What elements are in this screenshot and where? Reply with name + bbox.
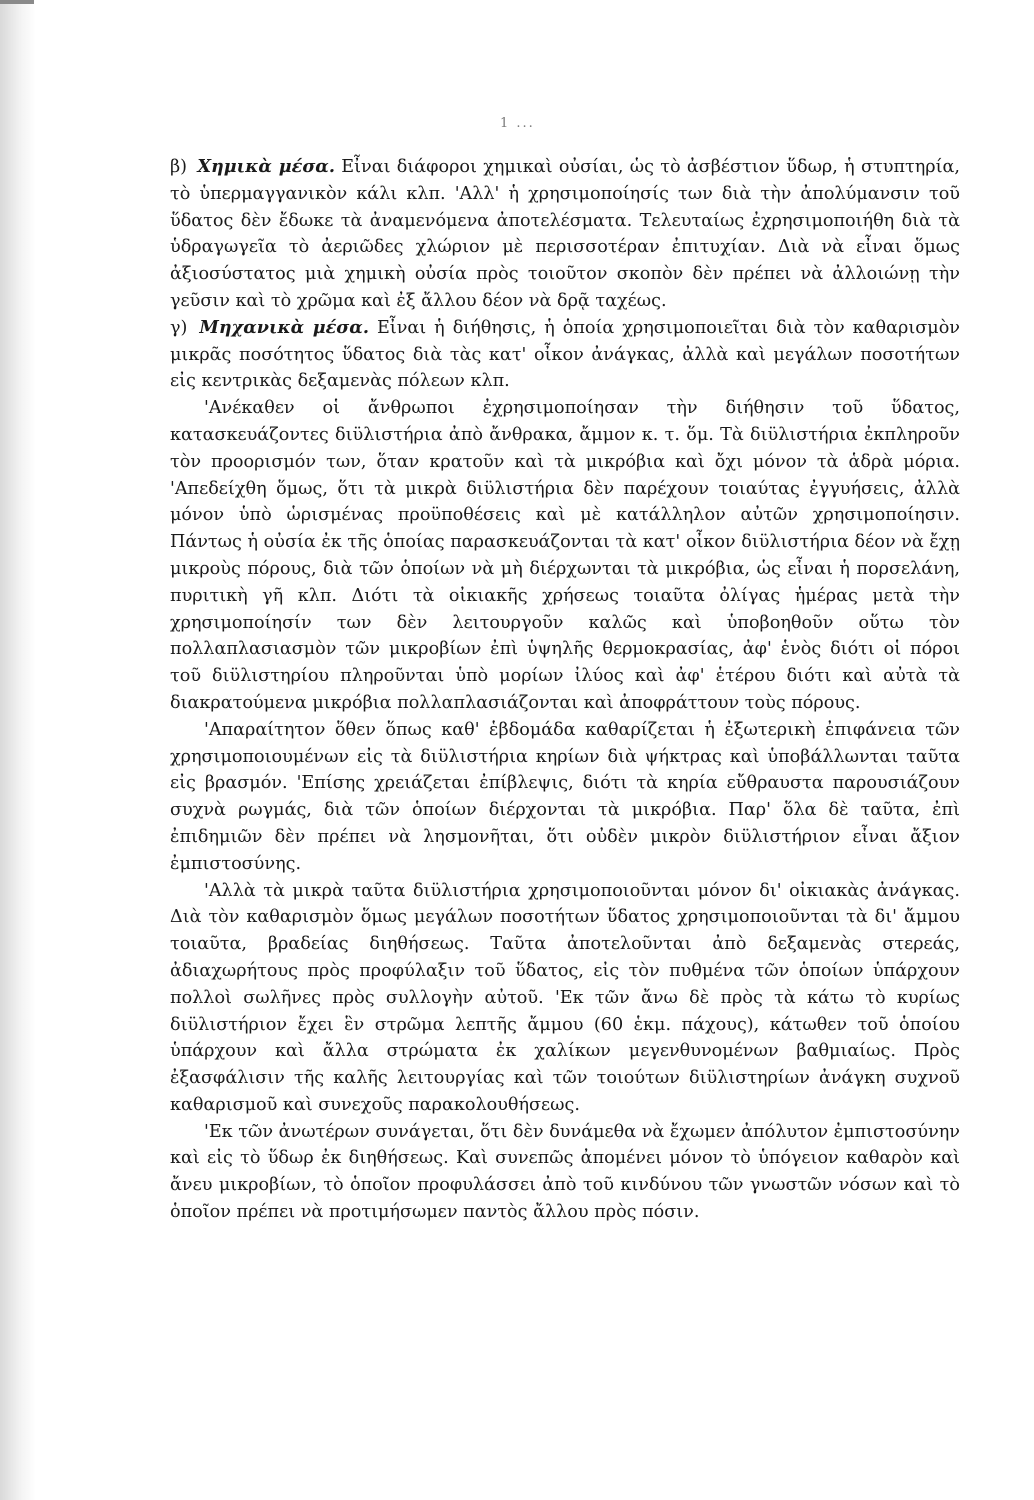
section-heading-chemical-means: Χημικὰ μέσα.	[197, 156, 335, 177]
paragraph-label: γ)	[170, 317, 188, 338]
paragraph-label: β)	[170, 157, 188, 177]
scan-corner-mark	[0, 0, 34, 4]
section-heading-mechanical-means: Μηχανικὰ μέσα.	[199, 316, 369, 338]
paragraph-text: Εἶναι διάφοροι χημικαὶ οὐσίαι, ὡς τὸ ἀσβέστιον ὕδωρ, ἡ στυπτηρία, τὸ ὑπερμαγγανικὸν κάλι κλπ. 'Αλλ' ἡ χρησιμοποίησίς των διὰ τὴν ἀπολύμανσιν τοῦ ὕδατος δὲν ἔδωκε τὰ ἀναμενόμενα ἀποτελέσματα. Τελευταίως ἐχρησιμοποιήθη διὰ τὰ ὑδραγωγεῖα τὸ ἀεριῶδες χλώριον μὲ περισσοτέραν ἐπιτυχίαν. Διὰ νὰ εἶναι ὅμως ἀξιοσύστατος μιὰ χημικὴ οὐσία πρὸς τοιοῦτον σκοπὸν δὲν πρέπει νὰ ἀλλοιώνῃ τὴν γεῦσιν καὶ τὸ χρῶμα καὶ ἐξ ἄλλου δέον νὰ δρᾷ ταχέως.	[170, 157, 960, 311]
paragraph-text: 'Ανέκαθεν οἱ ἄνθρωποι ἐχρησιμοποίησαν τὴν διήθησιν τοῦ ὕδατος, κατασκευάζοντες διϋλιστήρια ἀπὸ ἄνθρακα, ἄμμον κ. τ. ὅμ. Τὰ διϋλιστήρια ἐκπληροῦν τὸν προορισμόν των, ὅταν κρατοῦν καὶ τὰ μικρόβια καὶ ὄχι μόνον τὰ ἁδρὰ μόρια. 'Απεδείχθη ὅμως, ὅτι τὰ μικρὰ διϋλιστήρια δὲν παρέχουν τοιαύτας ἐγγυήσεις, ἀλλὰ μόνον ὑπὸ ὡρισμένας προϋποθέσεις καὶ μὲ κατάλληλον αὐτῶν χρησιμοποίησιν. Πάντως ἡ οὐσία ἐκ τῆς ὁποίας παρασκευάζονται τὰ κατ' οἶκον διϋλιστήρια δέον νὰ ἔχῃ μικροὺς πόρους, διὰ τῶν ὁποίων νὰ μὴ διέρχωνται τὰ μικρόβια, ὡς εἶναι ἡ πορσελάνη, πυριτικὴ γῆ κλπ. Διότι τὰ οἰκιακῆς χρήσεως τοιαῦτα ὀλίγας ἡμέρας μετὰ τὴν χρησιμοποίησίν των δὲν λειτουργοῦν καλῶς καὶ ὑποβοηθοῦν οὕτω τὸν πολλαπλασιασμὸν τῶν μικροβίων ἐπὶ ὑψηλῆς θερμοκρασίας, ἀφ' ἑνὸς διότι οἱ πόροι τοῦ διϋλιστηρίου πληροῦνται ὑπὸ μορίων ἰλύος καὶ ἀφ' ἑτέρου διότι καὶ αὐτὰ τὰ διακρατούμενα μικρόβια πολλαπλασιάζονται καὶ ἀποφράττουν τοὺς πόρους.	[170, 398, 960, 713]
scan-edge	[0, 0, 36, 1500]
paragraph-text: 'Εκ τῶν ἀνωτέρων συνάγεται, ὅτι δὲν δυνάμεθα νὰ ἔχωμεν ἀπόλυτον ἐμπιστοσύνην καὶ εἰς τὸ ὕδωρ ἐκ διηθήσεως. Καὶ συνεπῶς ἀπομένει μόνον τὸ ὑπόγειον καθαρὸν καὶ ἄνευ μικροβίων, τὸ ὁποῖον προφυλάσσει ἀπὸ τοῦ κινδύνου τῶν γνωστῶν νόσων καὶ τὸ ὁποῖον πρέπει νὰ προτιμήσωμεν παντὸς ἄλλου πρὸς πόσιν.	[170, 1121, 960, 1223]
paragraph-conclusion	[170, 1119, 960, 1226]
paragraph-mechanical-means	[170, 315, 960, 395]
paragraph-chemical-means	[170, 154, 960, 315]
paragraph-cleaning	[170, 717, 960, 878]
paragraph-sand-filters	[170, 878, 960, 1119]
paragraph-text: 'Αλλὰ τὰ μικρὰ ταῦτα διϋλιστήρια χρησιμοποιοῦνται μόνον δι' οἰκιακὰς ἀνάγκας. Διὰ τὸν καθαρισμὸν ὅμως μεγάλων ποσοτήτων ὕδατος χρησιμοποιοῦνται τὰ δι' ἄμμου τοιαῦτα, βραδείας διηθήσεως. Ταῦτα ἀποτελοῦνται ἀπὸ δεξαμενὰς στερεάς, ἀδιαχωρήτους πρὸς προφύλαξιν τοῦ ὕδατος, εἰς τὸν πυθμένα τῶν ὁποίων ὑπάρχουν πολλοὶ σωλῆνες πρὸς συλλογὴν αὐτοῦ. 'Εκ τῶν ἄνω δὲ πρὸς τὰ κάτω τὸ κυρίως διϋλιστήριον ἔχει ἓν στρῶμα λεπτῆς ἄμμου (60 ἑκμ. πάχους), κάτωθεν τοῦ ὁποίου ὑπάρχουν καὶ ἄλλα στρώματα ἐκ χαλίκων μεγενθυνομένων βαθμιαίως. Πρὸς ἐξασφάλισιν τῆς καλῆς λειτουργίας καὶ τῶν τοιούτων διϋλιστηρίων ἀνάγκη συχνοῦ καθαρισμοῦ καὶ συνεχοῦς παρακολουθήσεως.	[170, 880, 960, 1115]
paragraph-text: 'Απαραίτητον ὅθεν ὅπως καθ' ἑβδομάδα καθαρίζεται ἡ ἐξωτερικὴ ἐπιφάνεια τῶν χρησιμοποιουμένων εἰς τὰ διϋλιστήρια κηρίων διὰ ψήκτρας καὶ ὑποβάλλωνται ταῦτα εἰς βρασμόν. 'Επίσης χρειάζεται ἐπίβλεψις, διότι τὰ κηρία εὔθραυστα παρουσιάζουν συχνὰ ρωγμάς, διὰ τῶν ὁποίων διέρχονται τὰ μικρόβια. Παρ' ὅλα δὲ ταῦτα, ἐπὶ ἐπιδημιῶν δὲν πρέπει νὰ λησμονῆται, ὅτι οὐδὲν μικρὸν διϋλιστήριον εἶναι ἄξιον ἐμπιστοσύνης.	[170, 719, 960, 874]
document-body	[170, 154, 960, 1226]
paragraph-filtration-history	[170, 395, 960, 717]
paragraph-text: Εἶναι ἡ διήθησις, ἡ ὁποία χρησιμοποιεῖται διὰ τὸν καθαρισμὸν μικρᾶς ποσότητος ὕδατος διὰ τὰς κατ' οἶκον ἀνάγκας, ἀλλὰ καὶ μεγάλων ποσοτήτων εἰς κεντρικὰς δεξαμενὰς πόλεων κλπ.	[170, 317, 961, 392]
page-number: 1 ...	[500, 116, 535, 131]
